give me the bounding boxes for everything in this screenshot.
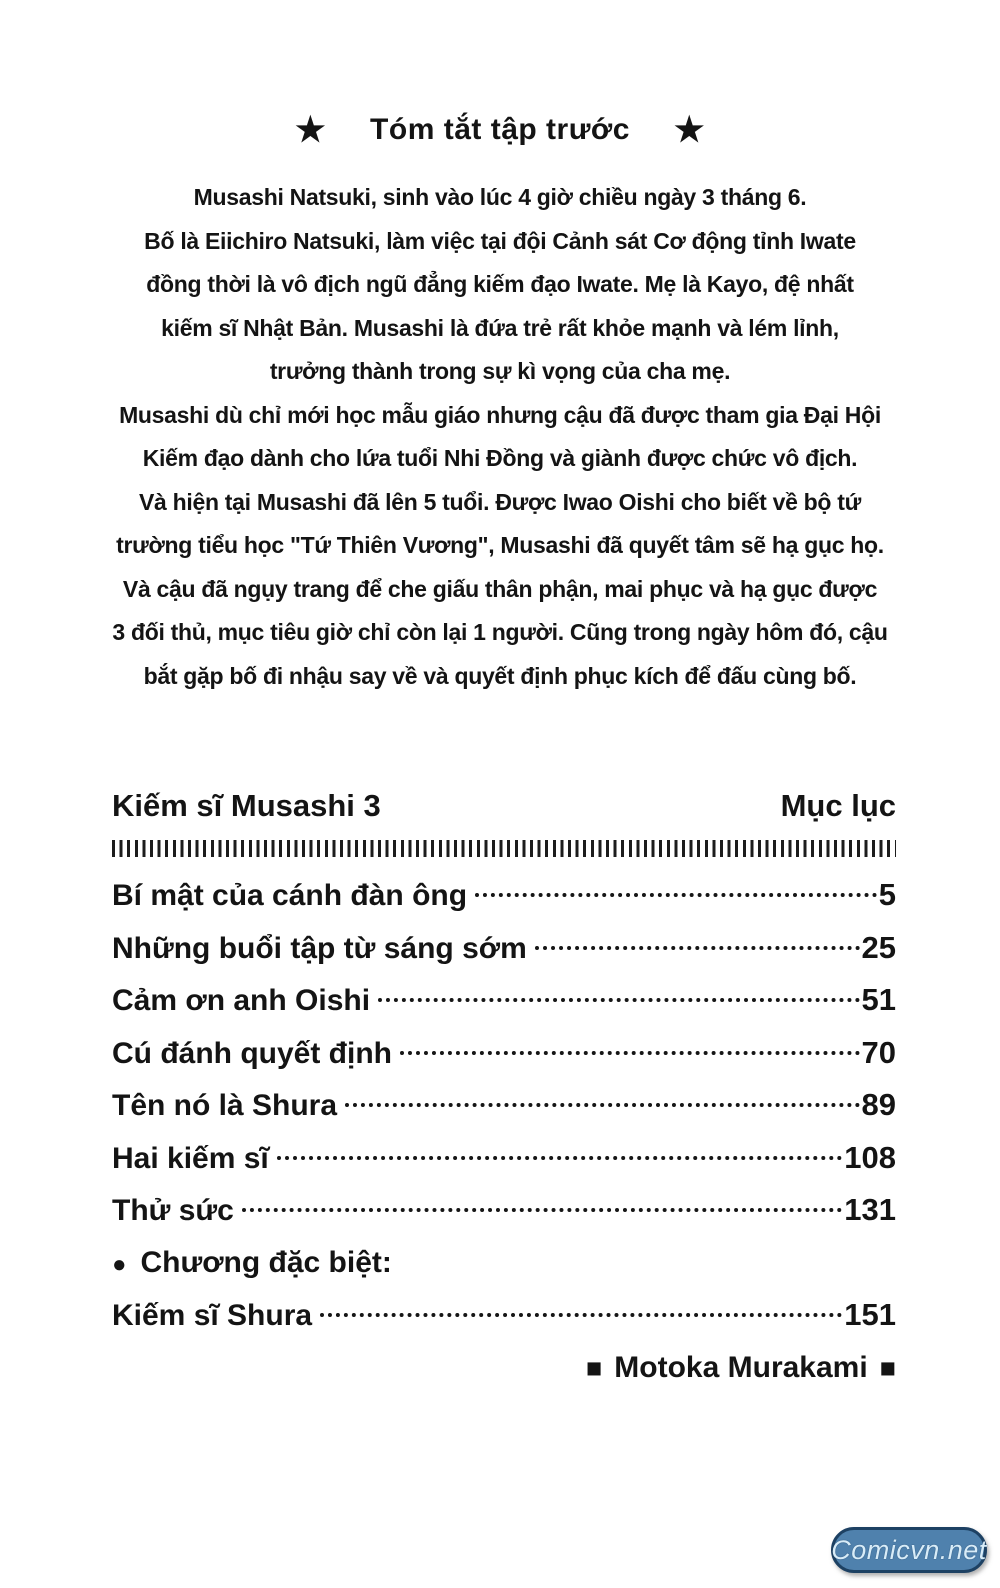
summary-line: đồng thời là vô địch ngũ đẳng kiếm đạo Iwate. Mẹ là Kayo, đệ nhất xyxy=(146,271,854,297)
summary-line: 3 đối thủ, mục tiêu giờ chỉ còn lại 1 người. Cũng trong ngày hôm đó, cậu xyxy=(112,619,888,645)
toc-header xyxy=(112,788,896,834)
dot-leader xyxy=(242,1208,842,1212)
toc-entry-title: Cú đánh quyết định xyxy=(112,1036,392,1070)
volume-title: Kiếm sĩ Musashi 3 xyxy=(112,788,381,823)
table-of-contents xyxy=(112,788,896,1394)
toc-entry-page: 70 xyxy=(861,1034,896,1070)
summary-line: Kiếm đạo dành cho lứa tuổi Nhi Đồng và giành được chức vô địch. xyxy=(142,445,858,471)
toc-entry-title: Kiếm sĩ Shura xyxy=(112,1299,313,1332)
toc-entry-title: Những buổi tập từ sáng sớm xyxy=(112,931,527,965)
summary-line: Và hiện tại Musashi đã lên 5 tuổi. Được Iwao Oishi cho biết về bộ tứ xyxy=(139,488,861,515)
toc-entry xyxy=(112,1079,896,1132)
toc-entry-title: Chương đặc biệt: xyxy=(140,1245,392,1279)
square-icon: ■ xyxy=(879,1352,896,1383)
summary-line: kiếm sĩ Nhật Bản. Musashi là đứa trẻ rất khỏe mạnh và lém lỉnh, xyxy=(161,314,839,341)
square-icon: ■ xyxy=(585,1352,603,1383)
summary-line: bắt gặp bố đi nhậu say về và quyết định phục kích để đấu cùng bố. xyxy=(143,662,857,689)
summary-line: Musashi Natsuki, sinh vào lúc 4 giờ chiều ngày 3 tháng 6. xyxy=(193,184,807,210)
dot-leader xyxy=(535,946,860,950)
previous-volume-summary xyxy=(0,176,1000,698)
toc-entry-page: 89 xyxy=(861,1087,896,1122)
toc-entry xyxy=(112,922,896,975)
dot-leader xyxy=(475,893,877,897)
summary-line: Và cậu đã ngụy trang để che giấu thân phận, mai phục và hạ gục được xyxy=(122,575,878,602)
toc-entry-page: 5 xyxy=(878,877,896,912)
summary-line: Bố là Eiichiro Natsuki, làm việc tại đội Cảnh sát Cơ động tỉnh Iwate xyxy=(144,227,856,254)
toc-entry-special-chapter xyxy=(112,1237,896,1290)
dot-leader xyxy=(400,1051,860,1055)
page-title xyxy=(0,110,1000,150)
toc-entry xyxy=(112,1184,896,1237)
toc-entry-page: 151 xyxy=(844,1297,896,1332)
toc-entry-page: 108 xyxy=(844,1139,896,1175)
toc-entry-page: 25 xyxy=(861,929,896,965)
toc-entry xyxy=(112,1289,896,1342)
star-icon: ★ xyxy=(295,111,327,149)
summary-line: trường tiểu học "Tứ Thiên Vương", Musashi đã quyết tâm sẽ hạ gục họ. xyxy=(116,532,884,558)
dot-leader xyxy=(378,998,859,1002)
toc-entry xyxy=(112,869,896,922)
toc-list xyxy=(112,869,896,1394)
dot-leader xyxy=(320,1313,842,1317)
watermark-badge xyxy=(831,1527,987,1573)
toc-entry xyxy=(112,1132,896,1185)
summary-line: trưởng thành trong sự kì vọng của cha mẹ. xyxy=(269,358,731,384)
toc-entry-title: Hai kiếm sĩ xyxy=(112,1141,269,1175)
dot-leader xyxy=(277,1156,843,1160)
page-title-text: Tóm tắt tập trước xyxy=(370,113,630,146)
dot-leader xyxy=(345,1103,859,1107)
toc-entry-title: Bí mật của cánh đàn ông xyxy=(112,879,468,912)
watermark-text: Comicvn.net xyxy=(831,1534,987,1565)
toc-entry xyxy=(112,1027,896,1080)
toc-entry-title: Thử sức xyxy=(112,1194,234,1227)
toc-entry-page: 131 xyxy=(844,1192,896,1227)
bullet-circle-icon: ● xyxy=(112,1250,127,1278)
toc-label: Mục lục xyxy=(780,788,896,823)
toc-entry-title: Cảm ơn anh Oishi xyxy=(112,984,371,1017)
author-credit xyxy=(112,1342,896,1395)
toc-entry-page: 51 xyxy=(861,982,896,1017)
striped-divider xyxy=(112,840,896,857)
star-icon: ★ xyxy=(673,111,705,149)
toc-entry-title: Tên nó là Shura xyxy=(112,1089,338,1122)
author-name: Motoka Murakami xyxy=(614,1350,868,1384)
toc-entry xyxy=(112,974,896,1027)
summary-line: Musashi dù chỉ mới học mẫu giáo nhưng cậu đã được tham gia Đại Hội xyxy=(119,401,881,428)
